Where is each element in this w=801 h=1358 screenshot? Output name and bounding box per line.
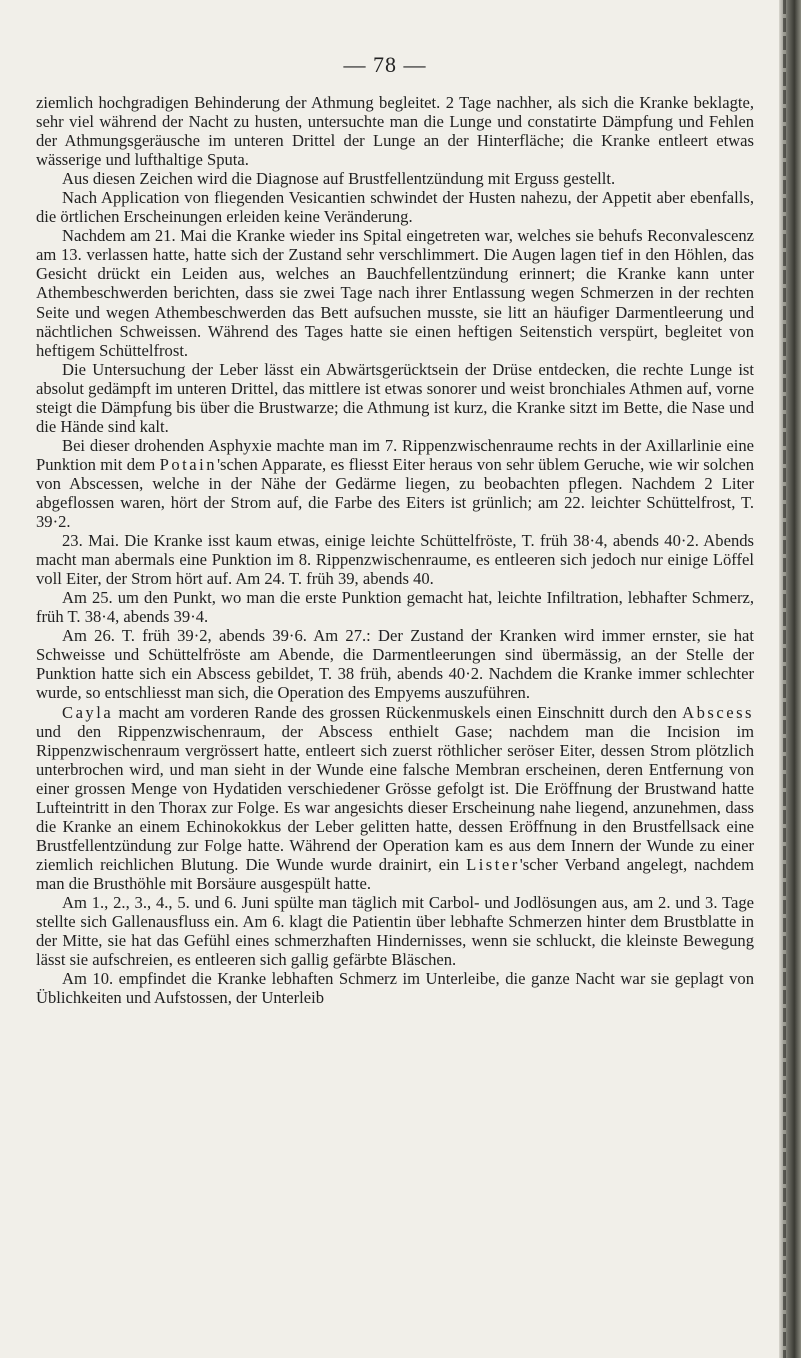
paragraph-cayla (36, 703, 754, 893)
paragraph: Am 25. um den Punkt, wo man die erste Punktion gemacht hat, leichte Infiltration, lebhafter Schmerz, früh T. 38·4, abends 39·4. (36, 588, 754, 627)
paragraph-text: und den Rippenzwischenraum, der Abscess enthielt Gase; nachdem man die Incision im Rippenzwischenraum vergrössert hatte, entleert sich zuerst röthlicher seröser Eiter, dessen Strom plötzlich unterbrochen wird, und man sieht in der Wunde eine falsche Membran erscheinen, deren Entfernung von einer grossen Menge von Hydatiden verschiedener Grösse gefolgt ist. Die Eröffnung der Brustwand hatte Lufteintritt in den Thorax zur Folge. Es war angesichts dieser Erscheinung nahe liegend, anzunehmen, dass die Kranke an einem Echinokokkus der Leber gelitten hatte, dessen Eröffnung in den Brustfellsack eine Brustfellentzündung zur Folge hatte. Während der Operation kam es aus dem Innern der Wunde zu einer ziemlich reichlichen Blutung. Die Wunde wurde drainirt, ein (36, 721, 754, 874)
page-number: — 78 — (343, 52, 427, 77)
paragraph-potain (36, 436, 754, 531)
author-name-potain: Potain (159, 454, 218, 474)
author-name-cayla: Cayla (62, 702, 114, 722)
paragraph: ziemlich hochgradigen Behinderung der Athmung begleitet. 2 Tage nachher, als sich die Kranke beklagte, sehr viel während der Nacht zu husten, untersuchte man die Lunge und constatirte Dämpfung und Fehlen der Athmungsgeräusche im unteren Drittel der Lunge an der Hinterfläche; die Kranke entleert etwas wässerige und lufthaltige Sputa. (36, 93, 754, 170)
paragraph: Die Untersuchung der Leber lässt ein Abwärtsgerücktsein der Drüse entdecken, die rechte Lunge ist absolut gedämpft im unteren Drittel, das mittlere ist etwas sonorer und weist bronchiales Athmen auf, vorne steigt die Dämpfung bis über die Brustwarze; die Athmung ist kurz, die Kranke sitzt im Bette, die Nase und die Hände sind kalt. (36, 359, 754, 436)
paragraph-text: macht am vorderen Rande des grossen Rückenmuskels einen Einschnitt durch den (113, 702, 683, 722)
emphasized-word: Abscess (682, 702, 754, 722)
paragraph: Nach Application von fliegenden Vesicantien schwindet der Husten nahezu, der Appetit aber ebenfalls, die örtlichen Erscheinungen erleiden keine Veränderung. (36, 188, 754, 227)
paragraph: Am 1., 2., 3., 4., 5. und 6. Juni spülte man täglich mit Carbol- und Jodlösungen aus, am 2. und 3. Tage stellte sich Gallenausfluss ein. Am 6. klagt die Patientin über lebhafte Schmerzen hinter dem Brustblatte in der Mitte, sie hat das Gefühl eines schmerzhaften Hindernisses, wenn sie schluckt, die kleinste Bewegung lässt sie aufschreien, es entleeren sich gallig gefärbte Bläschen. (36, 892, 754, 970)
author-name-lister: Lister (466, 854, 520, 874)
paragraph-text: Bei dieser drohenden Asphyxie machte man im 7. Rippenzwischenraume rechts in der Axillarlinie eine Punktion mit dem (36, 435, 754, 474)
paragraph: Am 26. T. früh 39·2, abends 39·6. Am 27.: Der Zustand der Kranken wird immer ernster, sie hat Schweisse und Schüttelfröste am Abende, die Darmentleerungen sind übermässig, an der Stelle der Punktion hatte sich ein Abscess gebildet, T. 38 früh, abends 40·2. Nachdem die Kranke immer schlechter wurde, so entschliesst man sich, die Operation des Empyems auszuführen. (36, 626, 754, 703)
paragraph: 23. Mai. Die Kranke isst kaum etwas, einige leichte Schüttelfröste, T. früh 38·4, abends 40·2. Abends macht man abermals eine Punktion im 8. Rippenzwischenraume, es entleeren sich jedoch nur einige Löffel voll Eiter, der Strom hört auf. Am 24. T. früh 39, abends 40. (36, 531, 754, 589)
text-body (36, 93, 754, 1007)
book-binding-edge (779, 0, 801, 1358)
paragraph: Aus diesen Zeichen wird die Diagnose auf Brustfellentzündung mit Erguss gestellt. (62, 169, 616, 189)
paragraph: Nachdem am 21. Mai die Kranke wieder ins Spital eingetreten war, welches sie behufs Reconvalescenz am 13. verlassen hatte, hatte sich der Zustand sehr verschlimmert. Die Augen lagen tief in den Höhlen, das Gesicht drückt ein Leiden aus, welches an Bauchfellentzündung erinnert; die Kranke kann unter Athembeschwerden berichten, dass sie zwei Tage nach ihrer Entlassung wegen Schmerzen in der rechten Seite und wegen Athembeschwerden das Bett aufsuchen musste, sie litt an häufiger Darmentleerung und nächtlichen Schweissen. Während des Tages hatte sie einen heftigen Seitenstich verspürt, begleitet von heftigem Schüttelfrost. (36, 226, 754, 360)
paragraph-text: 'schen Apparate, es fliesst Eiter heraus von sehr üblem Geruche, wie wir solchen von Abscessen, welche in der Nähe der Gedärme liegen, zu beobachten pflegen. Nachdem 2 Liter abgeflossen waren, hört der Strom auf, die Farbe des Eiters ist grünlich; am 22. leichter Schüttelfrost, T. 39·2. (36, 454, 754, 532)
paragraph: Am 10. empfindet die Kranke lebhaften Schmerz im Unterleibe, die ganze Nacht war sie geplagt von Üblichkeiten und Aufstossen, der Unterleib (36, 969, 754, 1008)
paragraph-text: 'scher Verband angelegt, nachdem man die Brusthöhle mit Borsäure ausgespült hatte. (36, 854, 755, 893)
